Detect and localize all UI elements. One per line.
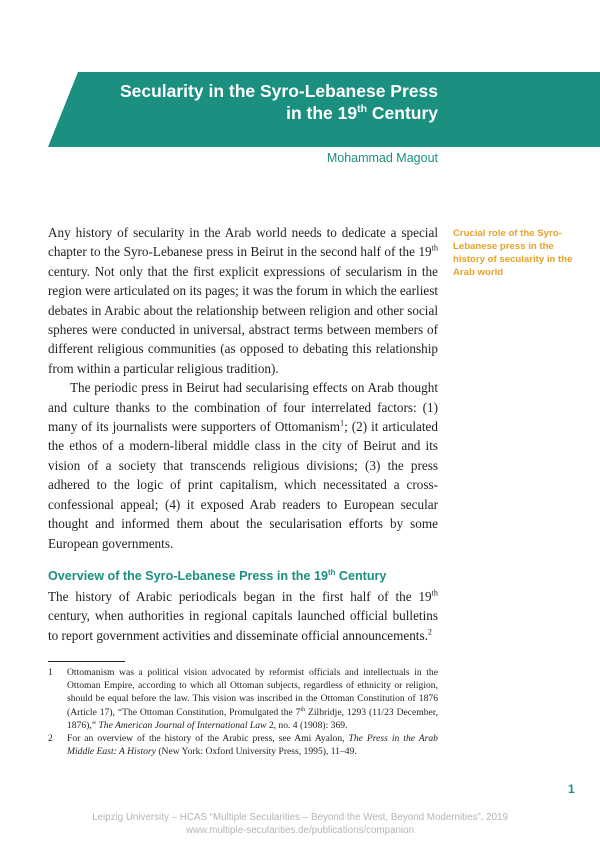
footnote-2 — [48, 732, 438, 758]
paragraph-3: The history of Arabic periodicals began in the first half of the 19th century, when authorities in regional capitals launched official bulletins to report government activities and disseminate official announcements.$^2$ — [48, 588, 438, 643]
footnote-text: Ottomanism was a political vision advocated by reformist officials and intellectuals in the Ottoman Empire, according to which all Ottoman subjects, regardless of ethnicity or religion, should be equal before the law. This vision was inscribed in the Ottoman Constitution of 1876 (Article 17), “The Ottoman Constitution, Promulgated the 7th Zilbridje, 1293 (11/23 December, 1876),” The American Journal of International Law 2, no. 4 (1908): 369. — [67, 667, 438, 731]
footnote-divider — [48, 661, 125, 662]
paragraph-2: The periodic press in Beirut had secularising effects on Arab thought and culture thanks to the combination of four interrelated factors: (1) many of its journalists were supporters of Ottomanism$^1$; (2) it articulated the ethos of a modern-liberal middle class in the city of Beirut and its vision of a society that transcends religious divisions; (3) the press adhered to the logic of print capitalism, which necessitated a cross-confessional appeal; (4) it exposed Arab readers to European secular thought and informed them about the secularisation efforts by some European governments. — [48, 380, 438, 551]
footnote-ref-2[interactable]: 2 — [427, 627, 432, 637]
footnotes — [48, 666, 438, 758]
margin-note: Crucial role of the Syro-Lebanese press in the history of secularity in the Arab world — [453, 228, 573, 278]
footnote-text: For an overview of the history of the Arabic press, see Ami Ayalon, The Press in the Arab Middle East: A History (New York: Oxford University Press, 1995), 11–49. — [67, 733, 438, 758]
body-text — [48, 223, 438, 645]
title-line-1: Secularity in the Syro-Lebanese Press — [119, 81, 438, 101]
page-title — [0, 80, 438, 124]
section-heading: Overview of the Syro-Lebanese Press in the 19th Century — [48, 567, 387, 583]
paragraph-1: Any history of secularity in the Arab world needs to dedicate a special chapter to the Syro-Lebanese press in Beirut in the second half of the 19th century. Not only that the first explicit expressions of secularism in the region were articulated on its pages; it was the forum in which the earliest debates in Arabic about the relationship between religion and other social spheres were conducted in universal, abstract terms between members of different religious communities (as opposed to debating this relationship from within a particular religious tradition). — [48, 225, 439, 376]
footer-url[interactable]: www.multiple-secularities.de/publications/companion — [185, 825, 415, 836]
footnote-1 — [48, 666, 438, 732]
author-name: Mohammad Magout — [326, 151, 438, 165]
title-line-2: in the 19th Century — [286, 103, 438, 123]
footnote-number: 1 — [48, 667, 53, 678]
page-footer — [0, 811, 600, 837]
page-number: 1 — [568, 782, 575, 796]
footer-citation: Leipzig University – HCAS “Multiple Secularities – Beyond the West, Beyond Modernities”, 2019 — [92, 812, 508, 823]
footnote-number: 2 — [48, 733, 53, 745]
footnote-ref-1[interactable]: 1 — [340, 418, 345, 428]
